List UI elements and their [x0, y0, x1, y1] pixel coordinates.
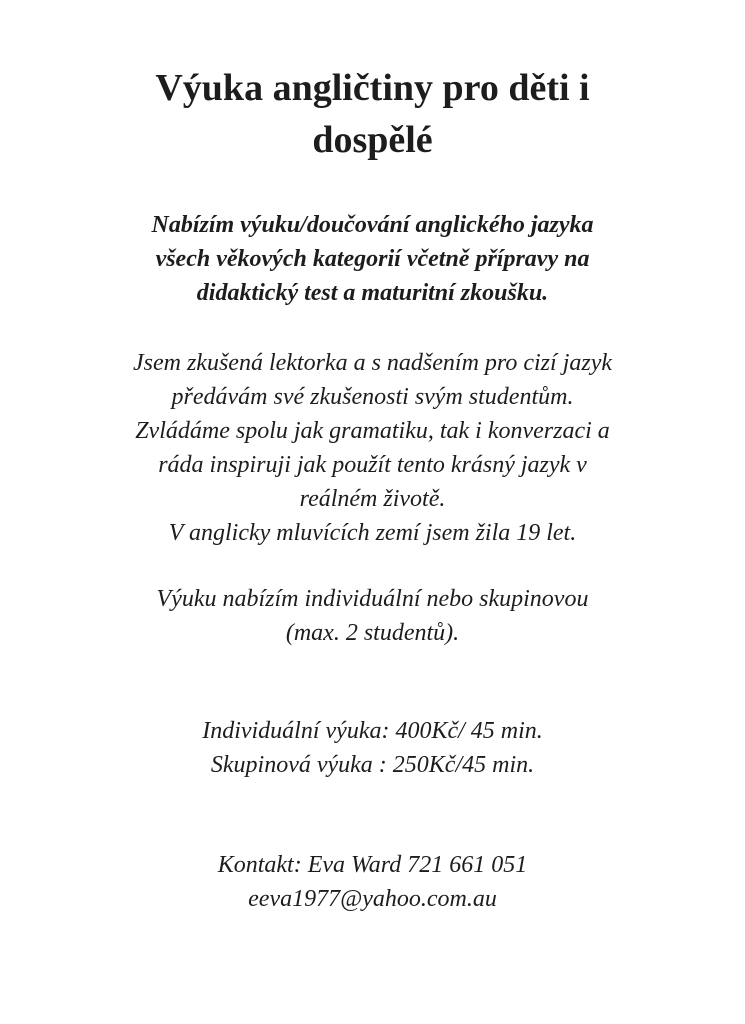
offer-line: Výuku nabízím individuální nebo skupinovou	[156, 586, 589, 612]
title-line: Výuka angličtiny pro děti i	[155, 67, 590, 109]
price-list	[30, 714, 715, 782]
about-line: reálném životě.	[299, 486, 446, 512]
title-line: dospělé	[312, 119, 433, 161]
intro-paragraph	[30, 208, 715, 310]
offer-paragraph	[30, 582, 715, 650]
price-line-individual: Individuální výuka: 400Kč/ 45 min.	[202, 718, 543, 744]
intro-line: Nabízím výuku/doučování anglického jazyka	[151, 212, 594, 238]
flyer-title	[40, 62, 705, 166]
contact-email: eeva1977@yahoo.com.au	[248, 886, 497, 912]
intro-line: všech věkových kategorií včetně přípravy na	[155, 246, 590, 272]
intro-line: didaktický test a maturitní zkoušku.	[196, 280, 549, 306]
about-line: V anglicky mluvících zemí jsem žila 19 let.	[168, 520, 577, 546]
about-line: Zvládáme spolu jak gramatiku, tak i konverzaci a	[135, 418, 610, 444]
about-line: předávám své zkušenosti svým studentům.	[171, 384, 574, 410]
offer-line: (max. 2 studentů).	[285, 620, 460, 646]
contact-block	[30, 848, 715, 916]
about-paragraph	[30, 346, 715, 550]
contact-name-phone: Kontakt: Eva Ward 721 661 051	[217, 852, 528, 878]
price-line-group: Skupinová výuka : 250Kč/45 min.	[210, 752, 535, 778]
about-line: Jsem zkušená lektorka a s nadšením pro cizí jazyk	[132, 350, 612, 376]
about-line: ráda inspiruji jak použít tento krásný jazyk v	[158, 452, 587, 478]
